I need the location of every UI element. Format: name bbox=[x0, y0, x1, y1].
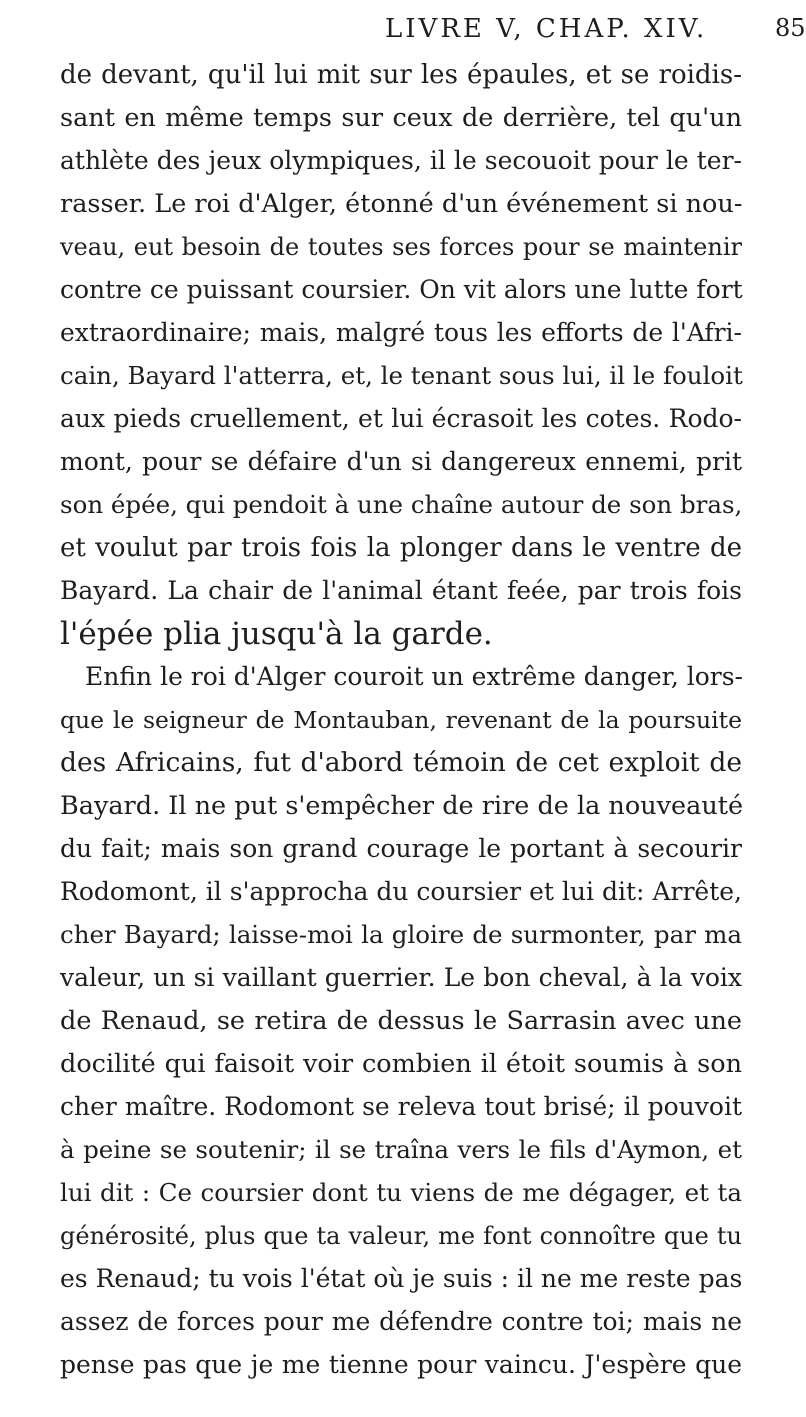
page-number: 85 bbox=[775, 14, 806, 42]
text-line: de devant, qu'il lui mit sur les épaules, et se roidis- bbox=[60, 60, 742, 90]
text-line: à peine se soutenir; il se traîna vers le fils d'Aymon, et bbox=[60, 1135, 742, 1164]
text-line: Bayard. La chair de l'animal étant feée, par trois fois bbox=[60, 576, 742, 605]
text-line: cher maître. Rodomont se releva tout brisé; il pouvoit bbox=[60, 1092, 742, 1121]
text-line: aux pieds cruellement, et lui écrasoit les cotes. Rodo- bbox=[60, 404, 742, 433]
text-line: l'épée plia jusqu'à la garde. bbox=[60, 616, 493, 652]
text-line: et voulut par trois fois la plonger dans le ventre de bbox=[60, 533, 742, 563]
text-line: mont, pour se défaire d'un si dangereux ennemi, prit bbox=[60, 447, 742, 476]
text-line: athlète des jeux olympiques, il le secouoit pour le ter- bbox=[60, 146, 742, 175]
text-line: son épée, qui pendoit à une chaîne autour de son bras, bbox=[60, 490, 743, 519]
text-line: rasser. Le roi d'Alger, étonné d'un événement si nou- bbox=[60, 189, 743, 219]
text-line: que le seigneur de Montauban, revenant de la poursuite bbox=[60, 706, 742, 734]
text-line: docilité qui faisoit voir combien il étoit soumis à son bbox=[60, 1049, 742, 1079]
text-line: cher Bayard; laisse-moi la gloire de surmonter, par ma bbox=[60, 920, 742, 949]
text-line: veau, eut besoin de toutes ses forces pour se maintenir bbox=[60, 233, 742, 261]
text-line: Rodomont, il s'approcha du coursier et lui dit: Arrête, bbox=[60, 877, 742, 906]
text-line: des Africains, fut d'abord témoin de cet exploit de bbox=[60, 747, 742, 778]
text-line: extraordinaire; mais, malgré tous les efforts de l'Afri- bbox=[60, 318, 742, 347]
text-line: valeur, un si vaillant guerrier. Le bon cheval, à la voix bbox=[60, 963, 742, 992]
text-line: assez de forces pour me défendre contre toi; mais ne bbox=[60, 1307, 742, 1336]
text-line: Enfin le roi d'Alger couroit un extrême danger, lors- bbox=[85, 662, 743, 691]
text-line: de Renaud, se retira de dessus le Sarrasin avec une bbox=[60, 1006, 742, 1036]
text-line: Bayard. Il ne put s'empêcher de rire de la nouveauté bbox=[60, 791, 744, 821]
text-line: du fait; mais son grand courage le portant à secourir bbox=[60, 834, 742, 863]
text-line: cain, Bayard l'atterra, et, le tenant sous lui, il le fouloit bbox=[60, 361, 743, 390]
text-line: générosité, plus que ta valeur, me font connoître que tu bbox=[60, 1222, 742, 1250]
text-line: es Renaud; tu vois l'état où je suis : il ne me reste pas bbox=[60, 1264, 743, 1293]
running-head: LIVRE V, CHAP. XIV. bbox=[385, 14, 708, 44]
text-line: lui dit : Ce coursier dont tu viens de me dégager, et ta bbox=[60, 1178, 742, 1207]
text-line: pense pas que je me tienne pour vaincu. J'espère que bbox=[60, 1350, 742, 1379]
text-line: contre ce puissant coursier. On vit alors une lutte fort bbox=[60, 275, 743, 304]
text-line: sant en même temps sur ceux de derrière, tel qu'un bbox=[60, 103, 742, 133]
